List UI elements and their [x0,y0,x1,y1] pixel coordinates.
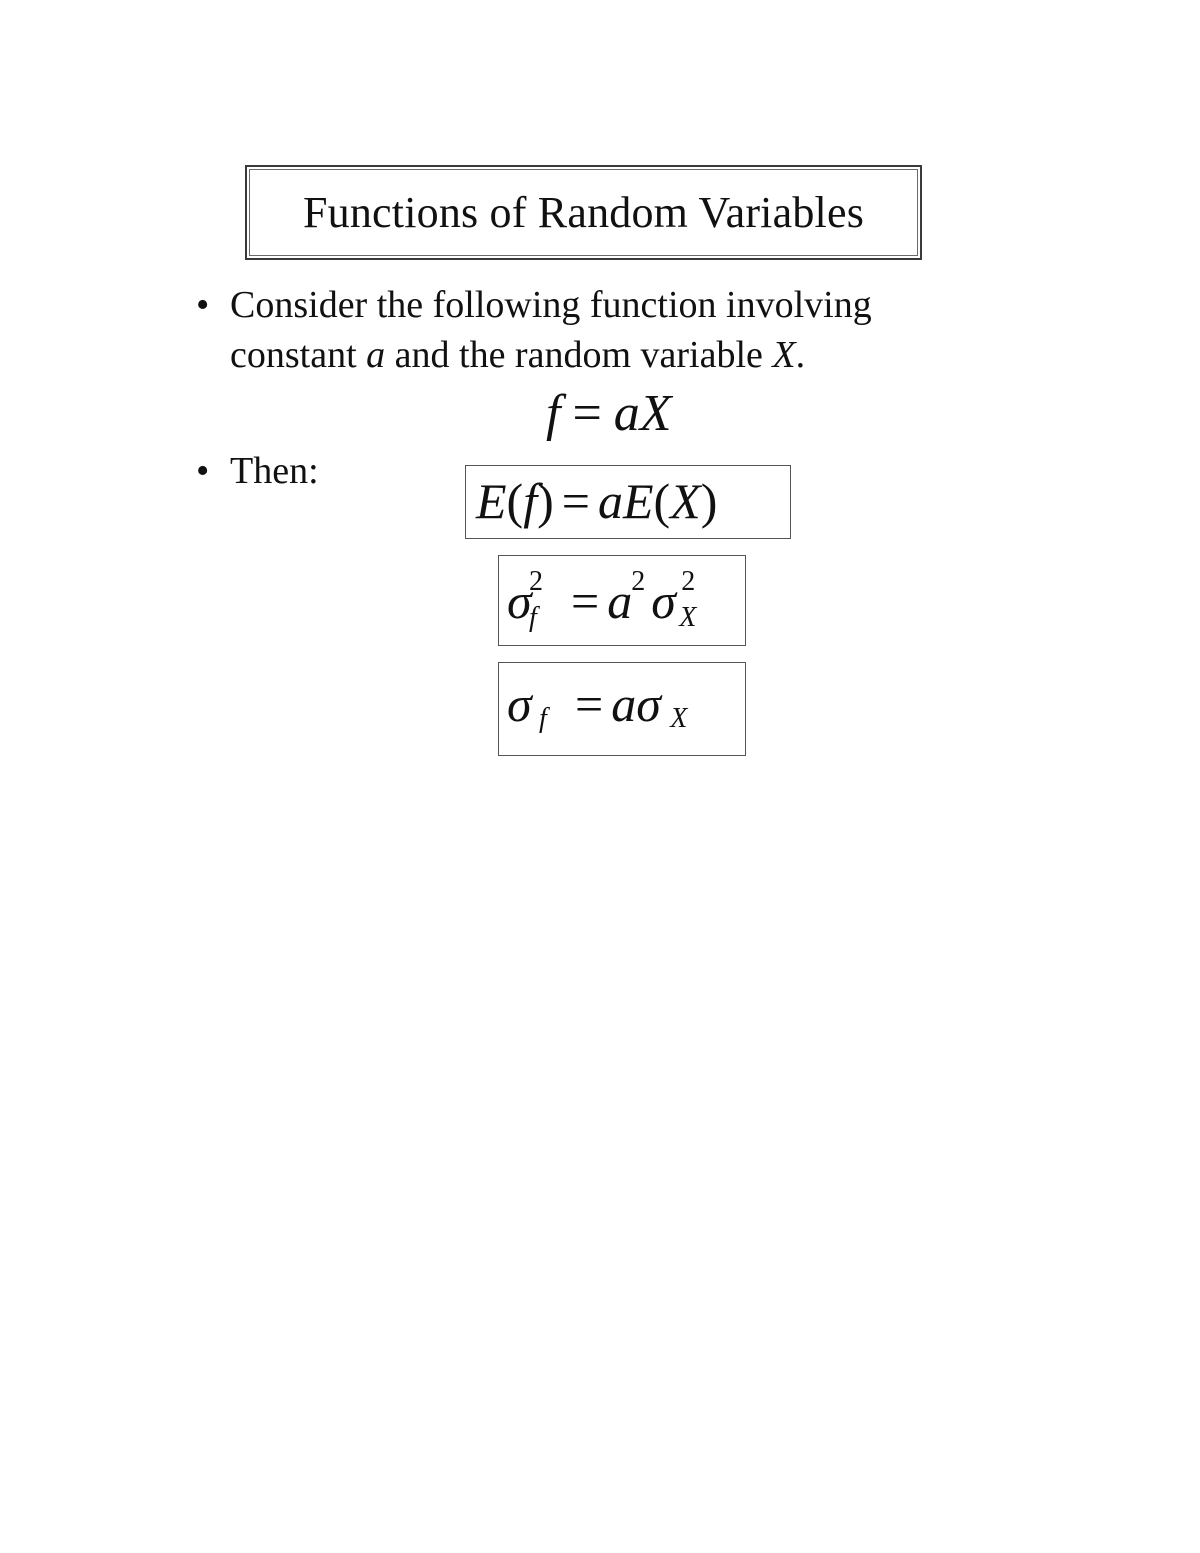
fn-e: E [476,473,507,529]
subscript-x: X [670,703,688,734]
subscript-f: f [539,703,547,734]
sigma-x [636,675,700,733]
const-a: a [607,573,633,629]
bullet-text [230,280,872,380]
line2-suffix: . [795,334,806,376]
bullet-marker: • [196,284,210,326]
sigma-symbol: σ [636,676,661,732]
bullet-marker: • [196,450,210,492]
slide-title: Functions of Random Variables [302,188,865,237]
arg-f: f [523,473,538,529]
definition-equation [546,384,672,444]
subscript-f: f [529,602,537,633]
expectation-formula [476,472,717,530]
def-lhs: f [546,385,561,442]
std-dev-formula-box [498,662,746,756]
equals: = [575,676,604,732]
line2-prefix: constant [230,334,367,376]
expectation-formula-box [465,465,791,539]
std-dev-formula [507,675,700,733]
var-a: a [366,334,386,376]
sigma-x-squared [651,566,711,633]
sigma-f-squared [507,566,563,633]
sigma-symbol: σ [507,676,532,732]
equals: = [561,473,590,529]
bullet-line-1: Consider the following function involving [230,284,872,326]
equals: = [571,573,600,629]
a-squared [607,566,651,630]
const-a: a [597,473,623,529]
arg-x: X [670,473,701,529]
superscript-2: 2 [681,566,696,597]
const-a: a [611,676,637,732]
bullet-line-2 [230,330,872,380]
superscript-2: 2 [529,566,543,597]
bullet-item-consider [196,280,956,390]
bullet-item-then [196,446,396,496]
variance-formula-box [498,555,746,646]
def-equals: = [572,385,602,442]
slide-title-box [245,165,922,260]
subscript-x: X [679,602,697,633]
paren-open: ( [653,473,671,529]
paren-close: ) [700,473,718,529]
paren-open: ( [506,473,524,529]
paren-close: ) [537,473,554,529]
bullet-text: Then: [230,450,319,492]
variance-formula [507,566,711,633]
fn-e: E [622,473,654,529]
superscript-2: 2 [631,566,646,597]
sigma-f [507,675,567,733]
line2-middle: and the random variable [385,334,773,376]
def-rhs: aX [613,385,672,442]
var-x: X [772,334,796,376]
sigma-symbol: σ [651,573,676,629]
sigma-symbol: σ [507,573,532,629]
